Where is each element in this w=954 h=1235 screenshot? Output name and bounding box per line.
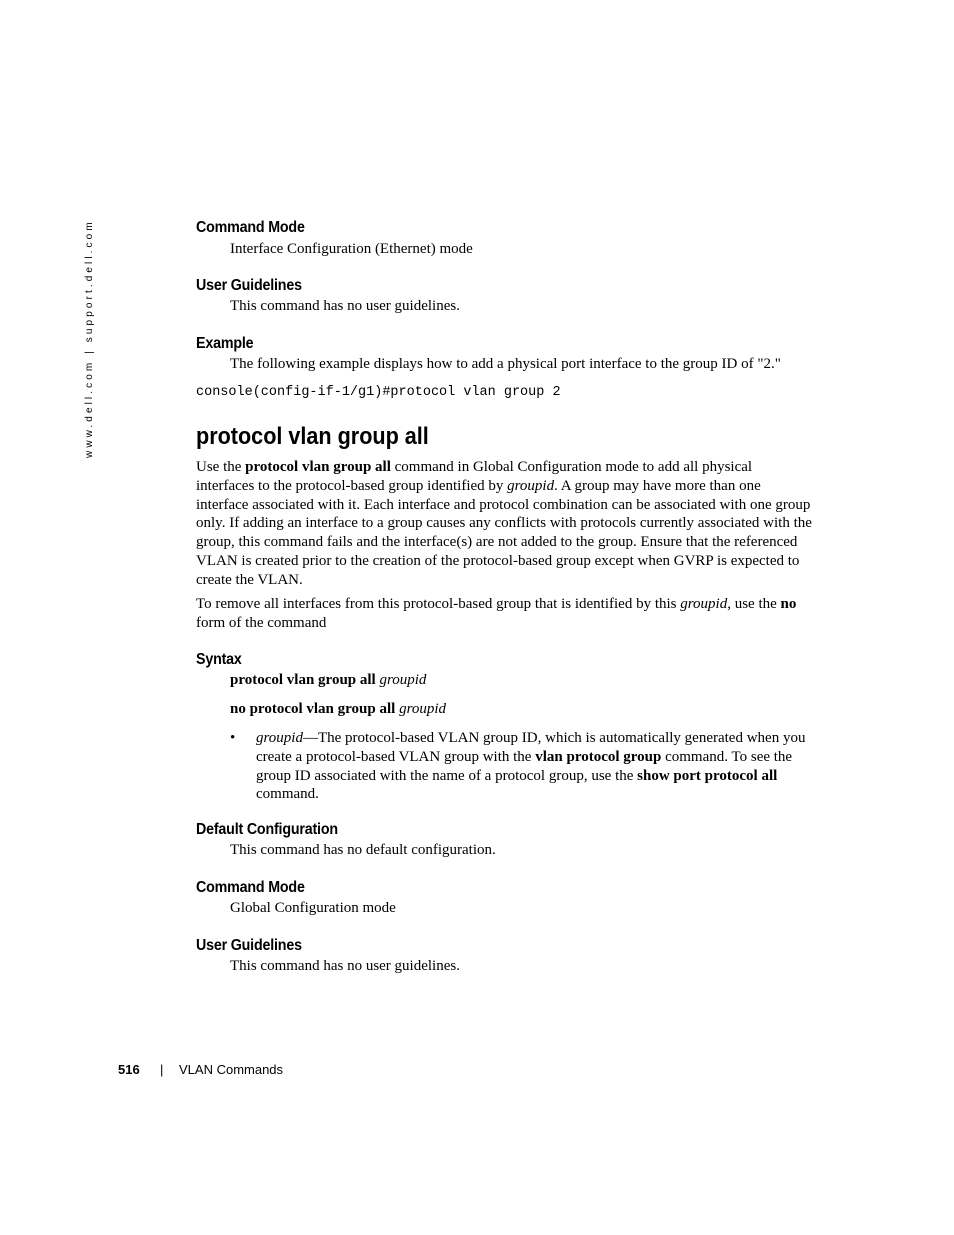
example-text: The following example displays how to add a physical port interface to the group ID of "2." [230, 356, 781, 372]
page-footer [118, 1062, 284, 1077]
default-config-heading: Default Configuration [196, 821, 338, 838]
example-heading: Example [196, 335, 254, 352]
footer-separator: | [160, 1062, 164, 1077]
page-number: 516 [118, 1062, 140, 1077]
bullet-dot: • [230, 730, 236, 746]
command-mode-text-2: Global Configuration mode [230, 900, 396, 916]
example-code: console(config-if-1/g1)#protocol vlan group 2 [196, 385, 561, 400]
parameter-description: groupid—The protocol-based VLAN group ID, which is automatically generated when you create a protocol-based VLAN group with the vlan protocol group command. To see the group ID associated with the name of a protocol group, use the show port protocol all command. [256, 730, 806, 803]
user-guidelines-heading: User Guidelines [196, 277, 302, 294]
side-url: www.dell.com | support.dell.com [84, 219, 95, 458]
command-mode-heading: Command Mode [196, 219, 305, 236]
command-mode-text: Interface Configuration (Ethernet) mode [230, 241, 473, 257]
syntax-line-2: no protocol vlan group all groupid [230, 701, 447, 717]
command-mode-heading-2: Command Mode [196, 879, 305, 896]
footer-section-title: VLAN Commands [179, 1062, 284, 1077]
remove-paragraph: To remove all interfaces from this protocol-based group that is identified by this groupid, use the no form of the command [196, 596, 797, 631]
syntax-heading: Syntax [196, 651, 242, 668]
default-config-text: This command has no default configuration. [230, 842, 496, 858]
syntax-line-1: protocol vlan group all groupid [230, 672, 427, 688]
user-guidelines-heading-2: User Guidelines [196, 937, 302, 954]
command-title: protocol vlan group all [196, 423, 429, 450]
user-guidelines-text: This command has no user guidelines. [230, 298, 460, 314]
user-guidelines-text-2: This command has no user guidelines. [230, 958, 460, 974]
description-paragraph: Use the protocol vlan group all command in Global Configuration mode to add all physical interfaces to the protocol-based group identified by groupid. A group may have more than one interface associated with it. Each interface and protocol combination can be associated with one group only. If adding an interface to a group causes any conflicts with protocols currently associated with the group, this command fails and the interface(s) are not added to the group. Ensure that the referenced VLAN is created prior to the creation of the protocol-based group except when GVRP is expected to create the VLAN. [196, 459, 812, 588]
